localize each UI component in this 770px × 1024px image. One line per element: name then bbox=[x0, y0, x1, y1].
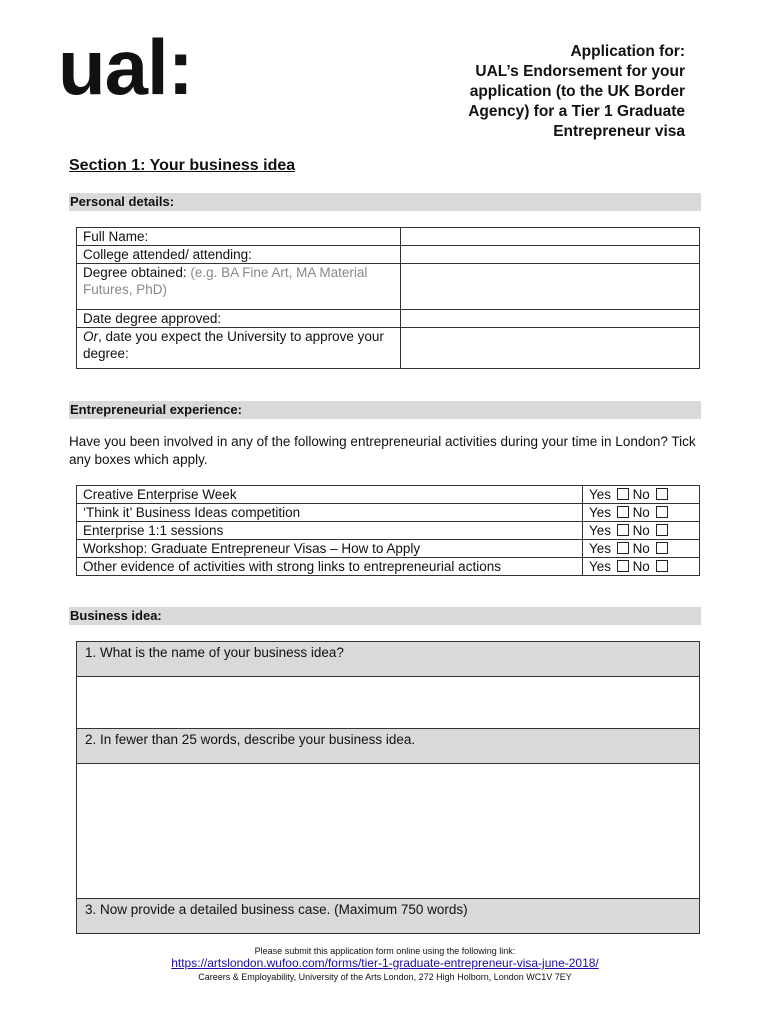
business-name-answer[interactable] bbox=[77, 677, 700, 729]
business-question: 1. What is the name of your business idea? bbox=[77, 642, 700, 677]
yes-no-cell bbox=[583, 486, 700, 504]
personal-details-table bbox=[76, 227, 700, 369]
yes-checkbox[interactable] bbox=[617, 542, 629, 554]
yes-no-cell bbox=[583, 522, 700, 540]
no-checkbox[interactable] bbox=[656, 542, 668, 554]
full-name-label: Full Name: bbox=[77, 228, 401, 246]
or-label: Or bbox=[83, 329, 98, 344]
no-label: No bbox=[632, 559, 650, 574]
yes-no-cell bbox=[583, 540, 700, 558]
table-row bbox=[77, 899, 700, 934]
no-label: No bbox=[632, 541, 650, 556]
no-label: No bbox=[632, 487, 650, 502]
table-row bbox=[77, 764, 700, 899]
business-description-answer[interactable] bbox=[77, 764, 700, 899]
no-checkbox[interactable] bbox=[656, 488, 668, 500]
activity-label: Workshop: Graduate Entrepreneur Visas – How to Apply bbox=[77, 540, 583, 558]
degree-label-cell bbox=[77, 264, 401, 310]
college-label: College attended/ attending: bbox=[77, 246, 401, 264]
activity-label: Creative Enterprise Week bbox=[77, 486, 583, 504]
title-line: Entrepreneur visa bbox=[553, 123, 685, 140]
yes-label: Yes bbox=[589, 559, 612, 574]
title-line: UAL’s Endorsement for your bbox=[475, 63, 685, 80]
table-row bbox=[77, 486, 700, 504]
personal-details-heading: Personal details: bbox=[69, 193, 701, 211]
yes-no-cell bbox=[583, 504, 700, 522]
section-title: Section 1: Your business idea bbox=[69, 157, 296, 174]
activity-label: Other evidence of activities with strong links to entrepreneurial actions bbox=[77, 558, 583, 576]
business-question: 3. Now provide a detailed business case. (Maximum 750 words) bbox=[77, 899, 700, 934]
college-field[interactable] bbox=[401, 246, 700, 264]
footer-address: Careers & Employability, University of the Arts London, 272 High Holborn, London WC1V 7EY bbox=[198, 972, 572, 982]
table-row bbox=[77, 328, 700, 369]
activity-label: Enterprise 1:1 sessions bbox=[77, 522, 583, 540]
full-name-field[interactable] bbox=[401, 228, 700, 246]
expected-date-field[interactable] bbox=[401, 328, 700, 369]
expected-date-label: , date you expect the University to approve your degree: bbox=[83, 329, 384, 361]
wufoo-form-link[interactable]: https://artslondon.wufoo.com/forms/tier-1-graduate-entrepreneur-visa-june-2018/ bbox=[171, 956, 599, 970]
yes-label: Yes bbox=[589, 487, 612, 502]
yes-label: Yes bbox=[589, 523, 612, 538]
yes-label: Yes bbox=[589, 541, 612, 556]
title-line: Agency) for a Tier 1 Graduate bbox=[468, 103, 685, 120]
business-question: 2. In fewer than 25 words, describe your business idea. bbox=[77, 729, 700, 764]
ual-logo: ual: bbox=[58, 23, 193, 111]
yes-label: Yes bbox=[589, 505, 612, 520]
yes-checkbox[interactable] bbox=[617, 506, 629, 518]
no-label: No bbox=[632, 505, 650, 520]
table-row bbox=[77, 504, 700, 522]
no-checkbox[interactable] bbox=[656, 506, 668, 518]
experience-question: Have you been involved in any of the following entrepreneurial activities during your time in London? Tick any boxes which apply. bbox=[69, 434, 696, 467]
degree-label: Degree obtained: bbox=[83, 265, 187, 280]
table-row bbox=[77, 642, 700, 677]
table-row bbox=[77, 228, 700, 246]
table-row bbox=[77, 540, 700, 558]
degree-hint: (e.g. BA Fine Art, MA Material Futures, PhD) bbox=[83, 265, 368, 297]
activity-label: ‘Think it’ Business Ideas competition bbox=[77, 504, 583, 522]
business-idea-heading: Business idea: bbox=[69, 607, 701, 625]
experience-heading: Entrepreneurial experience: bbox=[69, 401, 701, 419]
yes-checkbox[interactable] bbox=[617, 488, 629, 500]
degree-field[interactable] bbox=[401, 264, 700, 310]
date-approved-label: Date degree approved: bbox=[77, 310, 401, 328]
yes-checkbox[interactable] bbox=[617, 524, 629, 536]
title-line: Application for: bbox=[570, 43, 685, 60]
expected-date-label-cell bbox=[77, 328, 401, 369]
date-approved-field[interactable] bbox=[401, 310, 700, 328]
yes-no-cell bbox=[583, 558, 700, 576]
table-row bbox=[77, 677, 700, 729]
yes-checkbox[interactable] bbox=[617, 560, 629, 572]
table-row bbox=[77, 264, 700, 310]
no-checkbox[interactable] bbox=[656, 524, 668, 536]
footer-submit-text: Please submit this application form online using the following link: bbox=[254, 946, 516, 956]
table-row bbox=[77, 522, 700, 540]
no-checkbox[interactable] bbox=[656, 560, 668, 572]
application-title bbox=[385, 42, 685, 142]
no-label: No bbox=[632, 523, 650, 538]
table-row bbox=[77, 729, 700, 764]
table-row bbox=[77, 558, 700, 576]
activities-table bbox=[76, 485, 700, 576]
table-row bbox=[77, 246, 700, 264]
business-idea-table bbox=[76, 641, 700, 934]
title-line: application (to the UK Border bbox=[469, 83, 685, 100]
footer-link-wrap bbox=[0, 957, 770, 970]
table-row bbox=[77, 310, 700, 328]
